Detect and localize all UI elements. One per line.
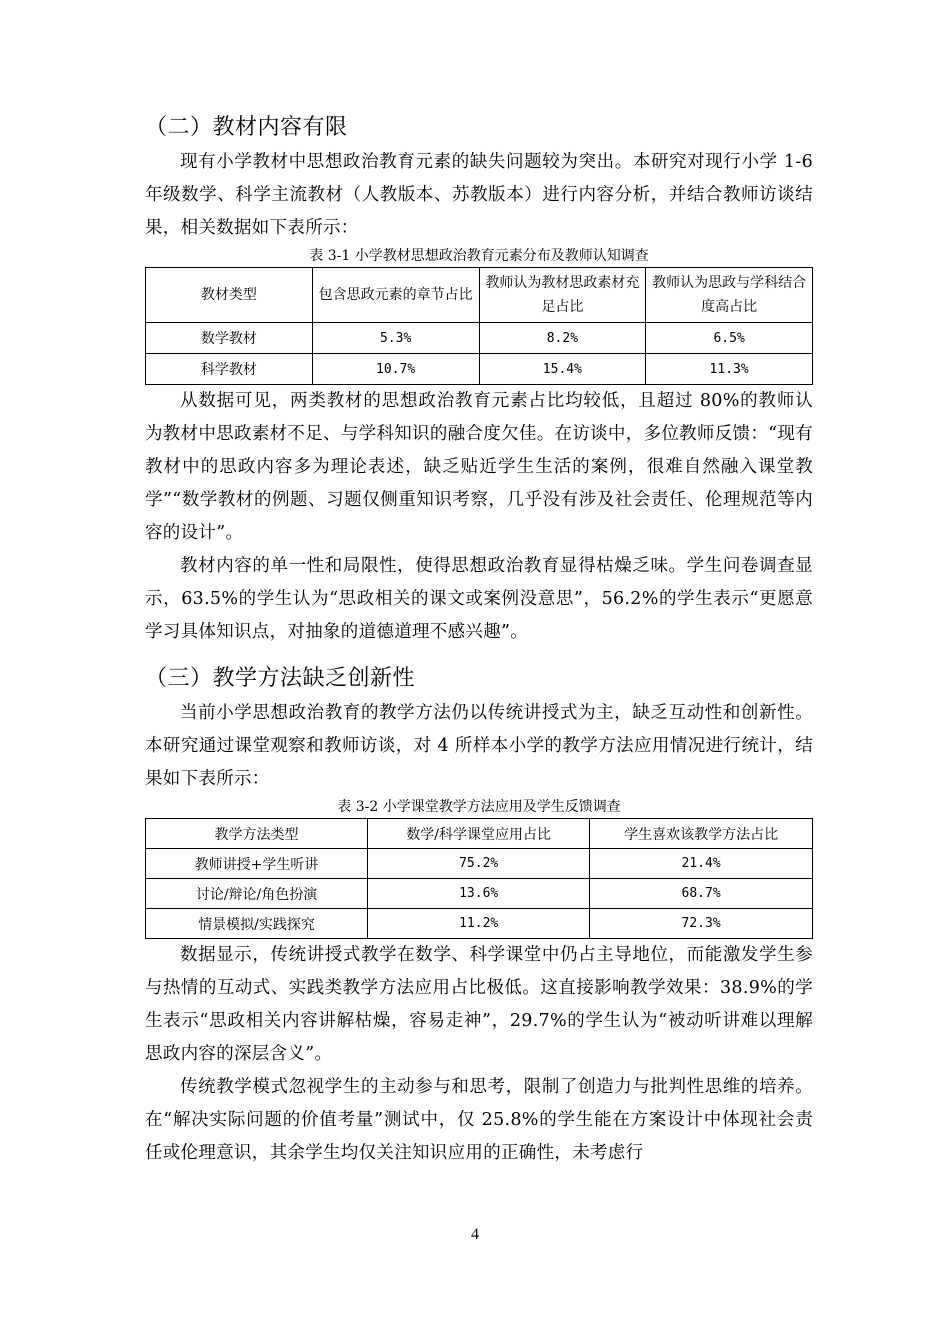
paragraph: 数据显示，传统讲授式教学在数学、科学课堂中仍占主导地位，而能激发学生参与热情的互动式、实践类教学方法应用占比极低。这直接影响教学效果：38.9%的学生表示“思政相关内容讲解枯燥，容易走神”，29.7%的学生认为“被动听讲难以理解思政内容的深层含义”。 <box>145 945 813 1064</box>
table-cell: 13.6% <box>368 879 590 909</box>
paragraph: 教材内容的单一性和局限性，使得思想政治教育显得枯燥乏味。学生问卷调查显示，63.5%的学生认为“思政相关的课文或案例没意思”，56.2%的学生表示“更愿意学习具体知识点，对抽象的道德道理不感兴趣”。 <box>145 556 813 642</box>
table-header-cell: 学生喜欢该教学方法占比 <box>590 819 813 849</box>
table-header-row <box>146 268 813 323</box>
table-row <box>146 879 813 909</box>
table-cell: 68.7% <box>590 879 813 909</box>
page-number: 4 <box>471 1226 479 1243</box>
table-row <box>146 354 813 385</box>
paragraph: 现有小学教材中思想政治教育元素的缺失问题较为突出。本研究对现行小学 1-6 年级数学、科学主流教材（人教版本、苏教版本）进行内容分析，并结合教师访谈结果，相关数据如下表所示： <box>145 152 813 238</box>
table-cell: 5.3% <box>312 323 479 354</box>
section-heading-3: （三）教学方法缺乏创新性 <box>145 666 416 691</box>
table-cell: 10.7% <box>312 354 479 385</box>
paragraph: 从数据可见，两类教材的思想政治教育元素占比均较低，且超过 80%的教师认为教材中思政素材不足、与学科知识的融合度欠佳。在访谈中，多位教师反馈：“现有教材中的思政内容多为理论表述，缺乏贴近学生生活的案例，很难自然融入课堂教学”“数学教材的例题、习题仅侧重知识考察，几乎没有涉及社会责任、伦理规范等内容的设计”。 <box>145 391 813 543</box>
table-header-cell: 教师认为思政与学科结合度高占比 <box>646 268 813 323</box>
table-caption: 表 3-1 小学教材思想政治教育元素分布及教师认知调查 <box>309 248 649 264</box>
table-cell: 21.4% <box>590 849 813 879</box>
table-row <box>146 909 813 939</box>
table-header-cell: 包含思政元素的章节占比 <box>312 268 479 323</box>
table-cell: 科学教材 <box>146 354 313 385</box>
table-cell: 75.2% <box>368 849 590 879</box>
table-row <box>146 849 813 879</box>
table-cell: 数学教材 <box>146 323 313 354</box>
section-heading-2: （二）教材内容有限 <box>145 115 348 140</box>
table-cell: 72.3% <box>590 909 813 939</box>
paragraph: 传统教学模式忽视学生的主动参与和思考，限制了创造力与批判性思维的培养。在“解决实际问题的价值考量”测试中，仅 25.8%的学生能在方案设计中体现社会责任或伦理意识，其余学生均仅关注知识应用的正确性，未考虑行 <box>145 1077 813 1163</box>
table-header-cell: 教材类型 <box>146 268 313 323</box>
table-row <box>146 323 813 354</box>
table-textbook-elements <box>145 267 813 385</box>
table-cell: 讨论/辩论/角色扮演 <box>146 879 368 909</box>
table-cell: 6.5% <box>646 323 813 354</box>
paragraph: 当前小学思想政治教育的教学方法仍以传统讲授式为主，缺乏互动性和创新性。本研究通过课堂观察和教师访谈，对 4 所样本小学的教学方法应用情况进行统计，结果如下表所示： <box>145 703 813 789</box>
table-header-cell: 教师认为教材思政素材充足占比 <box>479 268 646 323</box>
page-body <box>145 110 813 1170</box>
table-cell: 情景模拟/实践探究 <box>146 909 368 939</box>
table-header-row <box>146 819 813 849</box>
table-cell: 11.3% <box>646 354 813 385</box>
table-cell: 15.4% <box>479 354 646 385</box>
table-header-cell: 教学方法类型 <box>146 819 368 849</box>
table-caption: 表 3-2 小学课堂教学方法应用及学生反馈调查 <box>337 799 621 815</box>
table-header-cell: 数学/科学课堂应用占比 <box>368 819 590 849</box>
table-cell: 11.2% <box>368 909 590 939</box>
table-cell: 8.2% <box>479 323 646 354</box>
table-cell: 教师讲授+学生听讲 <box>146 849 368 879</box>
table-teaching-methods <box>145 818 813 939</box>
